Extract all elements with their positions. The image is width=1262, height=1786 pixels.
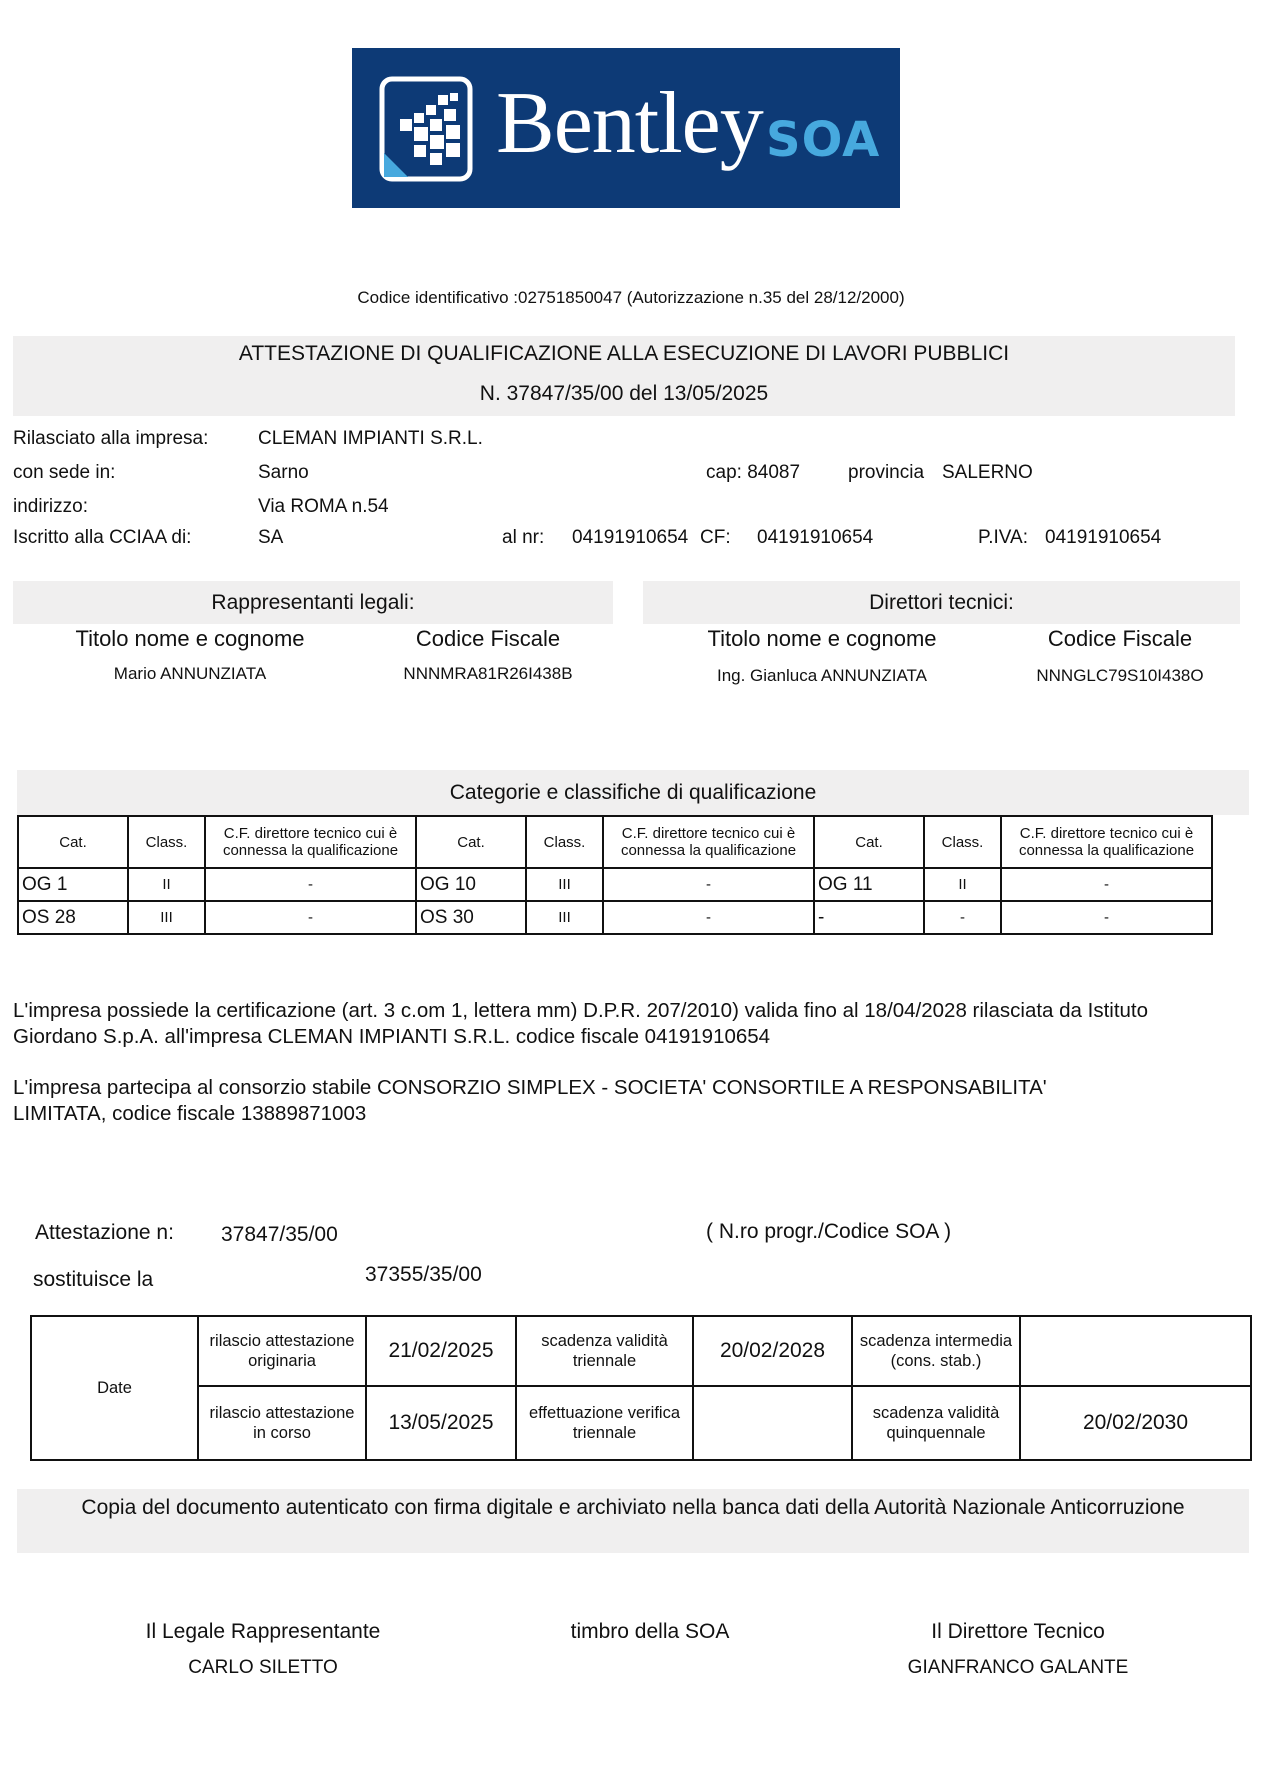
consorzio-paragraph bbox=[13, 1075, 1253, 1127]
direttore-label: Il Direttore Tecnico bbox=[931, 1620, 1105, 1643]
document-number: N. 37847/35/00 del 13/05/2025 bbox=[479, 382, 769, 405]
date-table bbox=[30, 1315, 1252, 1461]
rilasciato-label: Rilasciato alla impresa: bbox=[13, 428, 209, 449]
certificazione-line-1: L'impresa possiede la certificazione (art. 3 c.om 1, lettera mm) D.P.R. 207/2010) valida fino al 18/04/2028 rilasciata da Istituto bbox=[13, 999, 1149, 1022]
rilasciato-value: CLEMAN IMPIANTI S.R.L. bbox=[258, 428, 483, 449]
logo-name: Bentley bbox=[496, 75, 763, 172]
categorie-table bbox=[17, 815, 1213, 935]
anac-note: Copia del documento autenticato con firma digitale e archiviato nella banca dati della Autorità Nazionale Anticorruzione bbox=[81, 1496, 1185, 1519]
cap: cap: 84087 bbox=[706, 462, 801, 483]
progr-note: ( N.ro progr./Codice SOA ) bbox=[706, 1220, 952, 1243]
certificazione-line-2: Giordano S.p.A. all'impresa CLEMAN IMPIANTI S.R.L. codice fiscale 04191910654 bbox=[13, 1025, 771, 1048]
nr-label: al nr: bbox=[502, 527, 545, 548]
ccia-value: SA bbox=[258, 527, 284, 548]
bentley-soa-logo bbox=[352, 48, 900, 208]
cf-cell: - bbox=[205, 901, 416, 934]
rilascio-originaria-label: rilascio attestazione originaria bbox=[198, 1316, 366, 1386]
attestazione-label: Attestazione n: bbox=[35, 1221, 174, 1244]
date-label: Date bbox=[31, 1316, 198, 1460]
cat-cell: OG 10 bbox=[416, 868, 526, 901]
certificazione-paragraph bbox=[13, 998, 1253, 1050]
class-cell: III bbox=[128, 901, 205, 934]
header-cf-direttore: C.F. direttore tecnico cui è connessa la qualificazione bbox=[205, 816, 416, 868]
header-cat: Cat. bbox=[814, 816, 924, 868]
cat-cell: - bbox=[814, 901, 924, 934]
direttore-name: GIANFRANCO GALANTE bbox=[907, 1657, 1129, 1678]
piva-label: P.IVA: bbox=[978, 527, 1028, 548]
cf-cell: - bbox=[603, 868, 814, 901]
consorzio-line-1: L'impresa partecipa al consorzio stabile CONSORZIO SIMPLEX - SOCIETA' CONSORTILE A RESPONSABILITA' bbox=[13, 1076, 1047, 1099]
provincia-label: provincia bbox=[848, 462, 925, 483]
class-cell: III bbox=[526, 868, 603, 901]
verifica-triennale-value bbox=[693, 1386, 852, 1460]
indirizzo-label: indirizzo: bbox=[13, 496, 88, 517]
consorzio-line-2: LIMITATA, codice fiscale 13889871003 bbox=[13, 1102, 367, 1125]
scadenza-intermedia-value bbox=[1020, 1316, 1251, 1386]
direttori-heading: Direttori tecnici: bbox=[643, 581, 1240, 624]
cf-cell: - bbox=[1001, 901, 1212, 934]
timbro-label: timbro della SOA bbox=[570, 1620, 730, 1643]
piva-value: 04191910654 bbox=[1045, 527, 1162, 548]
direttori-col-nome: Titolo nome e cognome bbox=[707, 626, 937, 651]
cf-cell: - bbox=[205, 868, 416, 901]
header-cat: Cat. bbox=[416, 816, 526, 868]
rilascio-originaria-value: 21/02/2025 bbox=[366, 1316, 516, 1386]
table-row bbox=[18, 868, 1212, 901]
scadenza-triennale-value: 20/02/2028 bbox=[693, 1316, 852, 1386]
rappresentanti-heading: Rappresentanti legali: bbox=[13, 581, 613, 624]
class-cell: II bbox=[128, 868, 205, 901]
rappresentante-cf: NNNMRA81R26I438B bbox=[403, 664, 573, 683]
categorie-heading: Categorie e classifiche di qualificazione bbox=[17, 770, 1249, 815]
rilascio-corso-value: 13/05/2025 bbox=[366, 1386, 516, 1460]
header-class: Class. bbox=[924, 816, 1001, 868]
rappresentanti-col-nome: Titolo nome e cognome bbox=[75, 626, 305, 651]
rappresentante-nome: Mario ANNUNZIATA bbox=[113, 664, 267, 683]
header-cat: Cat. bbox=[18, 816, 128, 868]
ccia-label: Iscritto alla CCIAA di: bbox=[13, 527, 192, 548]
direttori-col-cf: Codice Fiscale bbox=[1047, 626, 1193, 651]
header-class: Class. bbox=[526, 816, 603, 868]
indirizzo-value: Via ROMA n.54 bbox=[258, 496, 389, 517]
class-cell: II bbox=[924, 868, 1001, 901]
direttore-nome: Ing. Gianluca ANNUNZIATA bbox=[716, 666, 928, 685]
class-cell: - bbox=[924, 901, 1001, 934]
rilascio-corso-label: rilascio attestazione in corso bbox=[198, 1386, 366, 1460]
class-cell: III bbox=[526, 901, 603, 934]
cat-cell: OS 30 bbox=[416, 901, 526, 934]
cat-cell: OG 1 bbox=[18, 868, 128, 901]
bentley-square-icon bbox=[378, 75, 476, 183]
scadenza-quinquennale-value: 20/02/2030 bbox=[1020, 1386, 1251, 1460]
direttore-cf: NNNGLC79S10I438O bbox=[1036, 666, 1204, 685]
cat-cell: OS 28 bbox=[18, 901, 128, 934]
cf-cell: - bbox=[603, 901, 814, 934]
sede-label: con sede in: bbox=[13, 462, 116, 483]
table-row bbox=[18, 901, 1212, 934]
codice-identificativo: Codice identificativo :02751850047 (Autorizzazione n.35 del 28/12/2000) bbox=[357, 288, 905, 307]
legale-name: CARLO SILETTO bbox=[188, 1657, 338, 1678]
table-row bbox=[31, 1316, 1251, 1386]
rappresentanti-col-cf: Codice Fiscale bbox=[415, 626, 561, 651]
provincia-value: SALERNO bbox=[942, 462, 1033, 483]
nr-value: 04191910654 bbox=[572, 527, 689, 548]
logo-suffix: SOA bbox=[766, 112, 881, 168]
verifica-triennale-label: effettuazione verifica triennale bbox=[516, 1386, 693, 1460]
table-row bbox=[31, 1386, 1251, 1460]
sostituisce-label: sostituisce la bbox=[33, 1268, 154, 1291]
scadenza-quinquennale-label: scadenza validità quinquennale bbox=[852, 1386, 1020, 1460]
cf-label: CF: bbox=[700, 527, 731, 548]
header-class: Class. bbox=[128, 816, 205, 868]
header-cf-direttore: C.F. direttore tecnico cui è connessa la qualificazione bbox=[603, 816, 814, 868]
sede-value: Sarno bbox=[258, 462, 309, 483]
document-title: ATTESTAZIONE DI QUALIFICAZIONE ALLA ESECUZIONE DI LAVORI PUBBLICI bbox=[238, 342, 1010, 365]
header-cf-direttore: C.F. direttore tecnico cui è connessa la qualificazione bbox=[1001, 816, 1212, 868]
scadenza-intermedia-label: scadenza intermedia (cons. stab.) bbox=[852, 1316, 1020, 1386]
legale-label: Il Legale Rappresentante bbox=[145, 1620, 381, 1643]
cf-cell: - bbox=[1001, 868, 1212, 901]
cf-value: 04191910654 bbox=[757, 527, 874, 548]
attestazione-value: 37847/35/00 bbox=[221, 1223, 338, 1246]
sostituisce-value: 37355/35/00 bbox=[365, 1263, 482, 1286]
categorie-header-row bbox=[18, 816, 1212, 868]
scadenza-triennale-label: scadenza validità triennale bbox=[516, 1316, 693, 1386]
cat-cell: OG 11 bbox=[814, 868, 924, 901]
